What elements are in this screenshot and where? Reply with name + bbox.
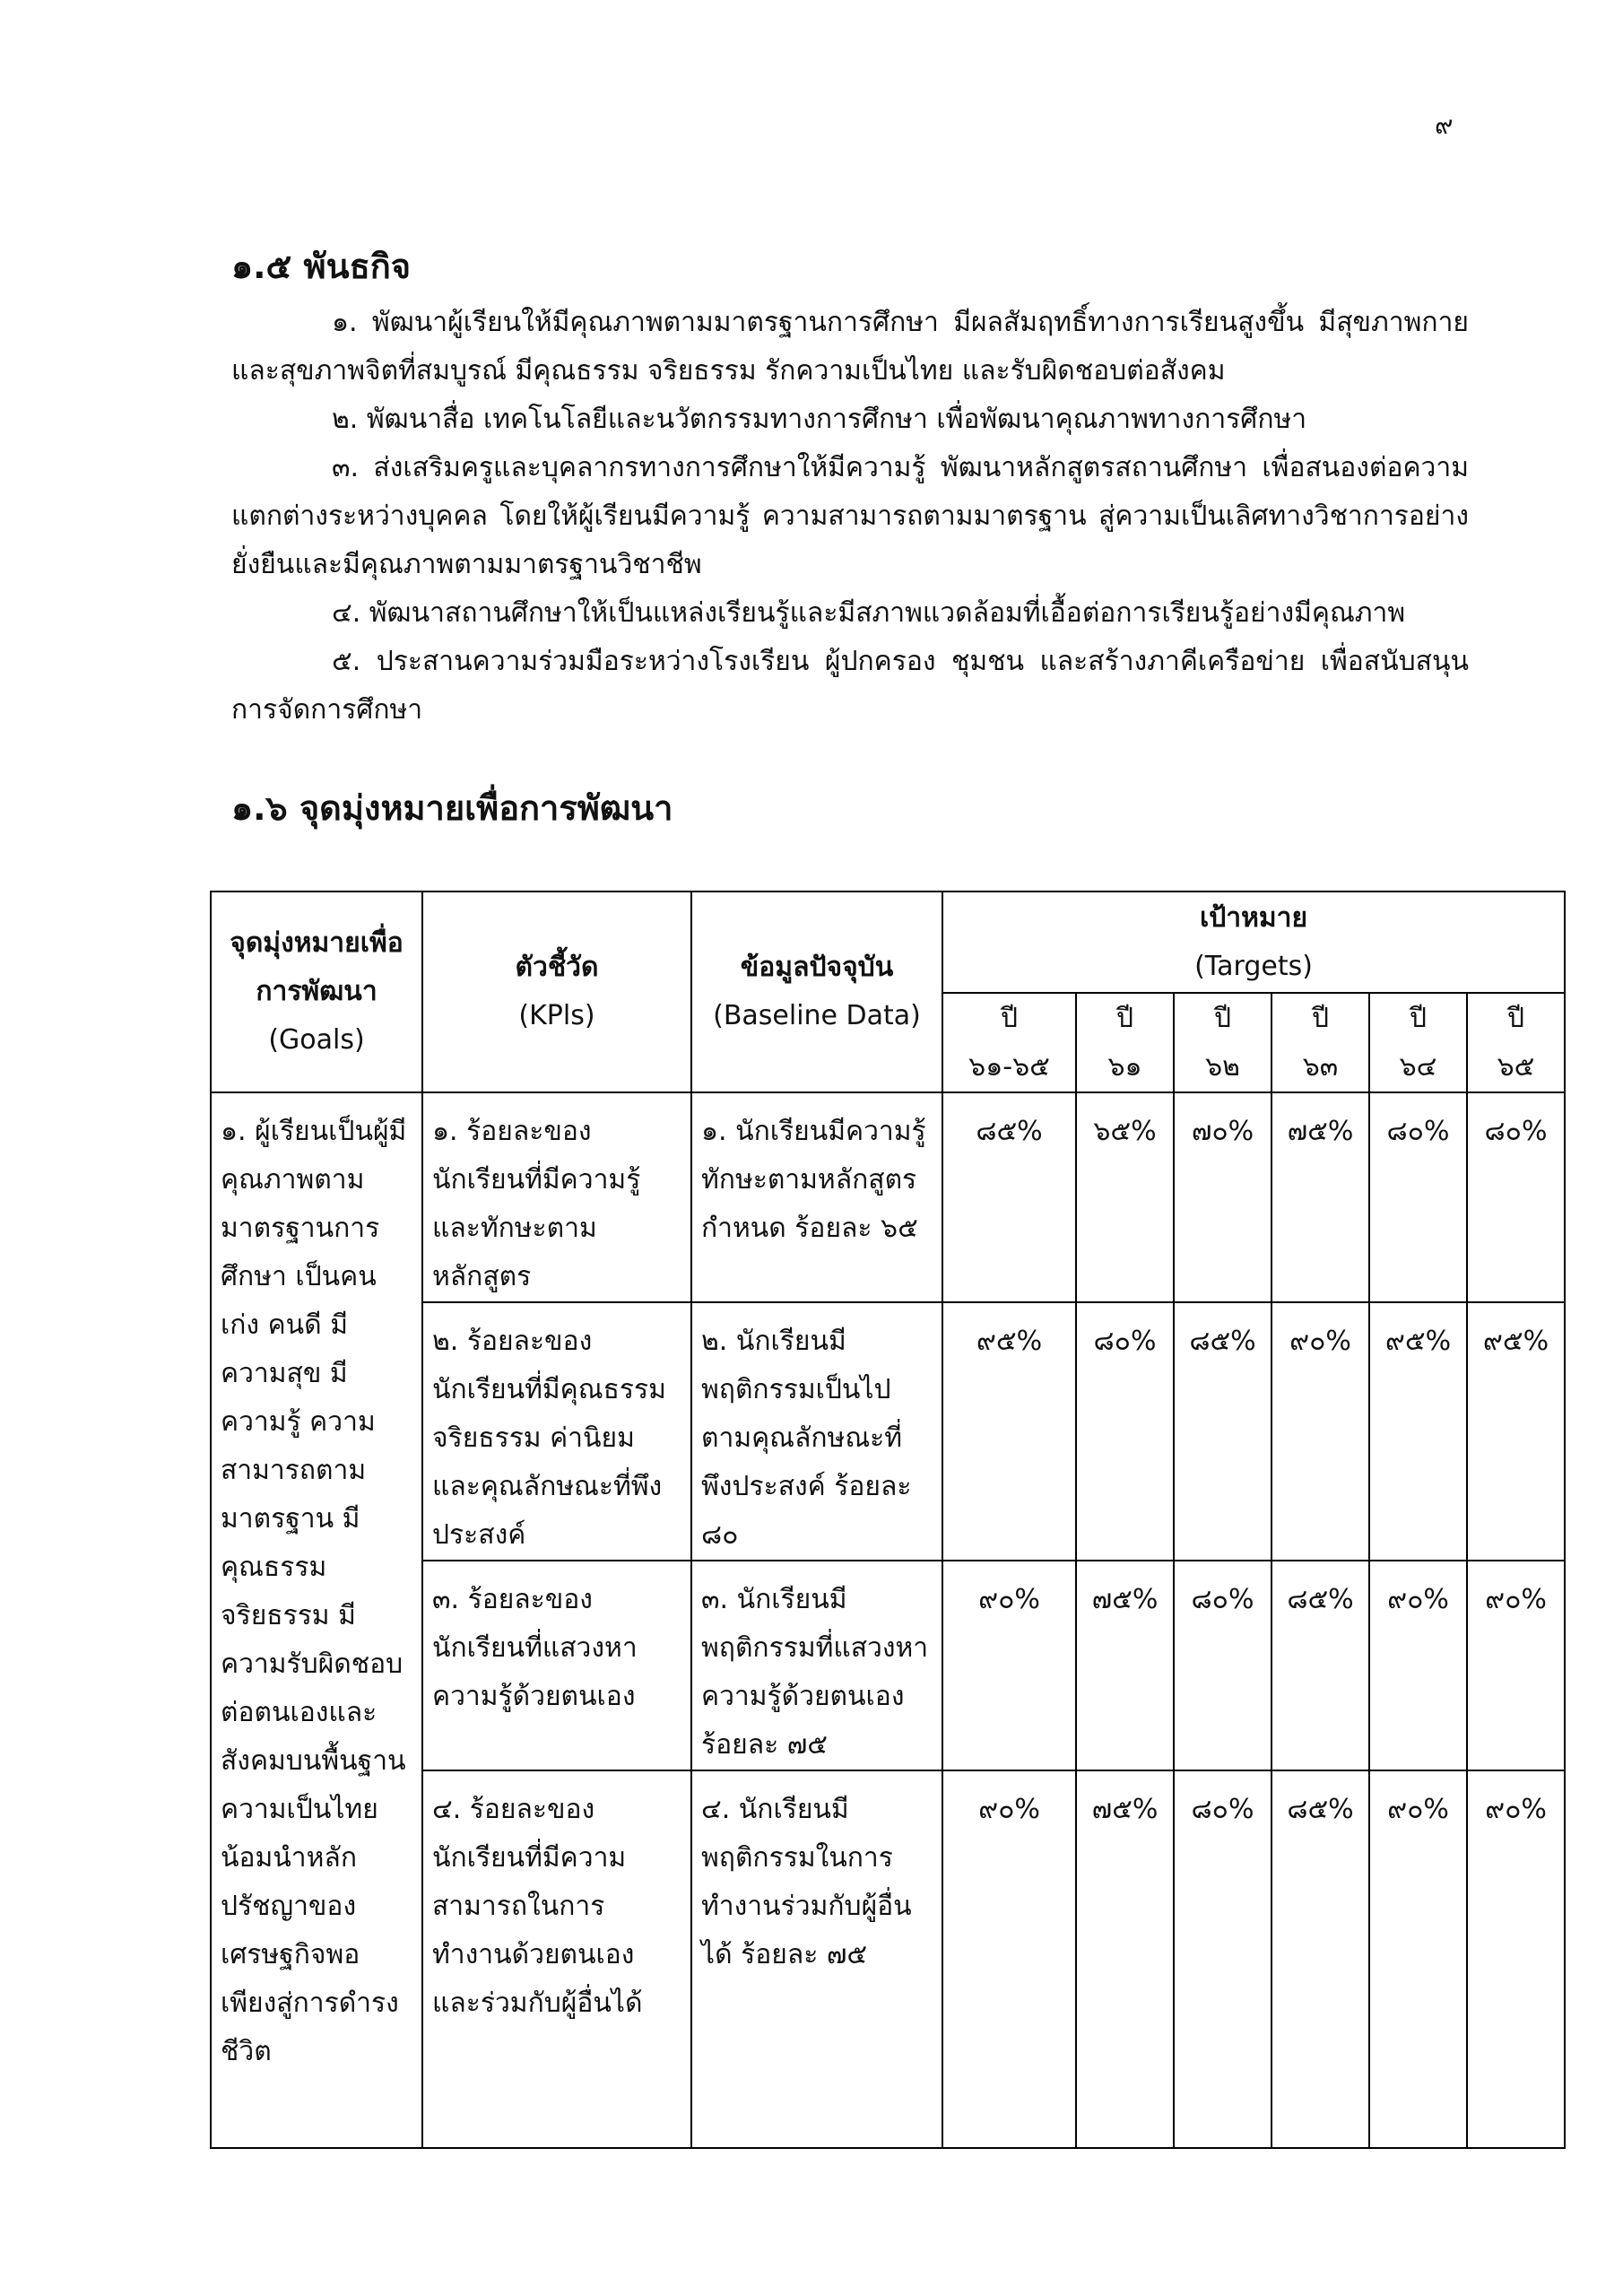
target-cell: ๘๕% [1271, 1770, 1369, 2148]
target-cell: ๗๕% [1271, 1092, 1369, 1302]
mission-item: ๕. ประสานความร่วมมือระหว่างโรงเรียน ผู้ปกครอง ชุมชน และสร้างภาคีเครือข่าย เพื่อสนับสนุนการจัดการศึกษา [231, 646, 1469, 726]
header-goals [211, 891, 422, 1092]
target-cell: ๘๐% [1076, 1302, 1174, 1561]
mission-item: ๑. พัฒนาผู้เรียนให้มีคุณภาพตามมาตรฐานการศึกษา มีผลสัมฤทธิ์ทางการเรียนสูงขึ้น มีสุขภาพกายและสุขภาพจิตที่สมบูรณ์ มีคุณธรรม จริยธรรม รักความเป็นไทย และรับผิดชอบต่อสังคม [231, 307, 1469, 387]
mission-item: ๔. พัฒนาสถานศึกษาให้เป็นแหล่งเรียนรู้และมีสภาพแวดล้อมที่เอื้อต่อการเรียนรู้อย่างมีคุณภาพ [332, 597, 1406, 629]
goals-table [210, 891, 1566, 2149]
header-kpi-th: ตัวชี้วัด [515, 952, 599, 983]
header-targets-en: (Targets) [1194, 950, 1313, 982]
mission-item: ๒. พัฒนาสื่อ เทคโนโลยีและนวัตกรรมทางการศึกษา เพื่อพัฒนาคุณภาพทางการศึกษา [332, 404, 1307, 435]
target-cell: ๘๐% [1467, 1092, 1565, 1302]
goal-cell: ๑. ผู้เรียนเป็นผู้มีคุณภาพตามมาตรฐานการศึกษา เป็นคนเก่ง คนดี มีความสุข มีความรู้ ความสามารถตามมาตรฐาน มีคุณธรรม จริยธรรม มีความรับผิดชอบต่อตนเองและสังคมบนพื้นฐานความเป็นไทย น้อมนำหลักปรัชญาของเศรษฐกิจพอเพียงสู่การดำรงชีวิต [211, 1092, 422, 2148]
header-goals-en: (Goals) [268, 1024, 365, 1056]
baseline-cell: ๑. นักเรียนมีความรู้ทักษะตามหลักสูตรกำหนด ร้อยละ ๖๕ [691, 1092, 942, 1302]
header-year: ปี ๖๕ [1467, 993, 1565, 1092]
target-cell: ๘๐% [1369, 1092, 1467, 1302]
target-cell: ๗๕% [1076, 1561, 1174, 1770]
target-cell: ๙๕% [1369, 1302, 1467, 1561]
mission-heading: ๑.๕ พันธกิจ [231, 247, 412, 286]
mission-item: ๓. ส่งเสริมครูและบุคลากรทางการศึกษาให้มีความรู้ พัฒนาหลักสูตรสถานศึกษา เพื่อสนองต่อความแตกต่างระหว่างบุคคล โดยให้ผู้เรียนมีความรู้ ความสามารถตามมาตรฐาน สู่ความเป็นเลิศทางวิชาการอย่างยั่งยืนและมีคุณภาพตามมาตรฐานวิชาชีพ [231, 452, 1469, 580]
page-number: ๙ [1435, 110, 1454, 140]
header-targets-th: เป้าหมาย [1199, 901, 1308, 934]
header-year: ปี ๖๔ [1369, 993, 1467, 1092]
kpi-cell: ๔. ร้อยละของนักเรียนที่มีความสามารถในการทำงานด้วยตนเองและร่วมกับผู้อื่นได้ [422, 1770, 691, 2148]
header-baseline-th: ข้อมูลปัจจุบัน [740, 952, 894, 983]
header-targets [942, 891, 1565, 993]
kpi-cell: ๓. ร้อยละของนักเรียนที่แสวงหาความรู้ด้วยตนเอง [422, 1561, 691, 1770]
baseline-cell: ๓. นักเรียนมีพฤติกรรมที่แสวงหาความรู้ด้วยตนเอง ร้อยละ ๗๕ [691, 1561, 942, 1770]
target-cell: ๙๐% [1369, 1770, 1467, 2148]
target-cell: ๙๐% [1467, 1561, 1565, 1770]
header-goals-th: จุดมุ่งหมายเพื่อการพัฒนา [230, 927, 404, 1007]
target-cell: ๖๕% [1076, 1092, 1174, 1302]
target-cell: ๙๐% [942, 1770, 1076, 2148]
baseline-cell: ๔. นักเรียนมีพฤติกรรมในการทำงานร่วมกับผู้อื่นได้ ร้อยละ ๗๕ [691, 1770, 942, 2148]
target-cell: ๗๐% [1174, 1092, 1271, 1302]
kpi-cell: ๒. ร้อยละของนักเรียนที่มีคุณธรรม จริยธรรม ค่านิยม และคุณลักษณะที่พึงประสงค์ [422, 1302, 691, 1561]
target-cell: ๙๐% [1369, 1561, 1467, 1770]
goals-heading: ๑.๖ จุดมุ่งหมายเพื่อการพัฒนา [231, 788, 673, 828]
header-kpi [422, 891, 691, 1092]
target-cell: ๙๐% [942, 1561, 1076, 1770]
target-cell: ๙๐% [1271, 1302, 1369, 1561]
target-cell: ๘๕% [1174, 1302, 1271, 1561]
target-cell: ๘๐% [1174, 1561, 1271, 1770]
header-kpi-en: (KPls) [518, 1000, 595, 1031]
kpi-cell: ๑. ร้อยละของนักเรียนที่มีความรู้และทักษะตามหลักสูตร [422, 1092, 691, 1302]
table-row [211, 1092, 1565, 1302]
header-year: ปี ๖๑ [1076, 993, 1174, 1092]
target-cell: ๙๐% [1467, 1770, 1565, 2148]
header-baseline-en: (Baseline Data) [713, 1000, 921, 1031]
header-year: ปี ๖๒ [1174, 993, 1271, 1092]
header-year: ปี ๖๑-๖๕ [942, 993, 1076, 1092]
target-cell: ๘๐% [1174, 1770, 1271, 2148]
baseline-cell: ๒. นักเรียนมีพฤติกรรมเป็นไปตามคุณลักษณะที่พึงประสงค์ ร้อยละ ๘๐ [691, 1302, 942, 1561]
header-year: ปี ๖๓ [1271, 993, 1369, 1092]
target-cell: ๙๕% [1467, 1302, 1565, 1561]
target-cell: ๙๕% [942, 1302, 1076, 1561]
target-cell: ๘๕% [1271, 1561, 1369, 1770]
target-cell: ๗๕% [1076, 1770, 1174, 2148]
header-baseline [691, 891, 942, 1092]
target-cell: ๘๕% [942, 1092, 1076, 1302]
mission-list [231, 299, 1469, 735]
